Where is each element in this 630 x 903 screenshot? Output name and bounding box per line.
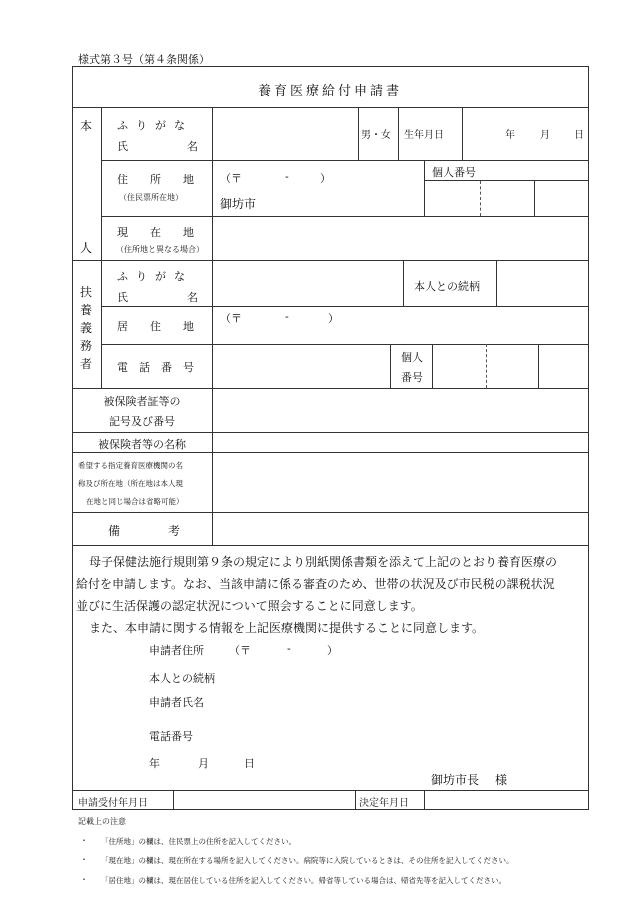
applicant-address-postal-close: ） xyxy=(327,644,338,657)
decision-date-label: 決定年月日 xyxy=(359,798,409,809)
note-item: 「居住地」の欄は、現在居住している住所を記入してください。帰省等している場合は、帰省先等を記入してください。 xyxy=(101,876,506,885)
declaration-line-4: また、本申請に関する情報を上記医療機関に提供することに同意します。 xyxy=(89,621,485,635)
signature-year-label: 年 xyxy=(149,757,160,770)
addressee: 御坊市長 xyxy=(431,773,480,787)
insurer-name-input[interactable] xyxy=(216,435,584,450)
address-postal-close: ） xyxy=(320,172,331,185)
applicant-section-label-top: 本 xyxy=(80,119,93,133)
note-bullet: ・ xyxy=(80,875,88,884)
address-city: 御坊市 xyxy=(220,197,257,211)
insurance-card-label-2: 記号及び番号 xyxy=(109,415,175,428)
current-address-input[interactable] xyxy=(216,222,584,254)
applicant-my-number-input-1[interactable] xyxy=(426,183,478,213)
applicant-my-number-label: 個人番号 xyxy=(432,166,476,179)
guardian-section-label: 扶養義務者 xyxy=(79,285,92,371)
guardian-my-number-label-2: 番号 xyxy=(401,371,423,384)
current-address-label: 現 在 地 xyxy=(117,226,194,239)
applicant-section-label-bottom: 人 xyxy=(80,241,93,255)
residence-label: 居 住 地 xyxy=(117,320,194,333)
applicant-my-number-input-3[interactable] xyxy=(536,183,586,213)
note-bullet: ・ xyxy=(80,855,88,864)
note-item: 「住所地」の欄は、住民票上の住所を記入してください。 xyxy=(101,837,296,846)
insurance-card-label-1: 被保険者証等の xyxy=(103,395,181,408)
applicant-address-label: 申請者住所 xyxy=(149,644,204,657)
institution-label-3: 在地と同じ場合は省略可能） xyxy=(86,497,184,506)
insurer-name-label: 被保険者等の名称 xyxy=(98,438,186,451)
institution-label-2: 称及び所在地（所在地は本人現 xyxy=(78,479,183,488)
declaration-line-3: 並びに生活保護の認定状況について照会することに同意します。 xyxy=(76,599,423,613)
signature-month-label: 月 xyxy=(198,757,209,770)
declaration-line-2: 給付を申請します。なお、当該申請に係る審査のため、世帯の状況及び市民税の課税状況 xyxy=(76,577,555,591)
guardian-name-label-end: 名 xyxy=(187,291,198,304)
relationship-input[interactable] xyxy=(499,266,585,302)
note-item: 「現在地」の欄は、現在所在する場所を記入してください。病院等に入院しているときは、その住所を記入してください。 xyxy=(101,856,514,865)
institution-label-1: 希望する指定養育医療機関の名 xyxy=(78,461,183,470)
gender-options[interactable]: 男・女 xyxy=(361,130,391,141)
address-note: （住民票所在地） xyxy=(119,193,183,202)
form-number: 様式第３号（第４条関係） xyxy=(78,53,210,66)
phone-label: 電 話 番 号 xyxy=(117,361,194,374)
signature-relationship-label: 本人との続柄 xyxy=(149,672,215,685)
applicant-my-number-input-2[interactable] xyxy=(482,183,532,213)
insurance-number-input[interactable] xyxy=(216,394,584,428)
birth-year-label: 年 xyxy=(505,130,515,141)
address-postal-prefix: （〒 xyxy=(220,172,242,185)
guardian-my-number-input-1[interactable] xyxy=(434,350,484,382)
guardian-name-label: 氏 xyxy=(117,291,128,304)
address-label: 住 所 地 xyxy=(117,173,194,186)
institution-input[interactable] xyxy=(216,458,584,508)
guardian-my-number-label-1: 個人 xyxy=(401,351,423,364)
applicant-phone-label: 電話番号 xyxy=(149,730,193,743)
birth-month-label: 月 xyxy=(540,130,550,141)
residence-postal-close: ） xyxy=(328,312,339,325)
addressee-honorific: 様 xyxy=(495,773,508,787)
guardian-phone-input[interactable] xyxy=(216,350,386,382)
applicant-address-postal-dash: - xyxy=(287,642,291,655)
declaration-line-1: 母子保健法施行規則第９条の規定により別紙関係書類を添えて上記のとおり養育医療の xyxy=(89,555,558,569)
guardian-furigana-label: ふりがな xyxy=(117,270,193,283)
note-bullet: ・ xyxy=(80,836,88,845)
relationship-label: 本人との続柄 xyxy=(414,280,480,293)
guardian-name-input[interactable] xyxy=(216,266,398,302)
applicant-address-postal-prefix: （〒 xyxy=(229,644,251,657)
remarks-input[interactable] xyxy=(216,518,584,542)
address-postal-dash: - xyxy=(285,170,289,183)
form-title: 養育医療給付申請書 xyxy=(257,84,402,99)
notes-heading: 記載上の注意 xyxy=(78,817,126,826)
residence-postal-dash: - xyxy=(285,310,289,323)
guardian-my-number-input-2[interactable] xyxy=(488,350,536,382)
guardian-my-number-input-3[interactable] xyxy=(540,350,586,382)
birth-day-label: 日 xyxy=(574,130,584,141)
applicant-name-label: 氏 xyxy=(117,140,128,153)
applicant-name-label-end: 名 xyxy=(187,140,198,153)
remarks-label: 備 考 xyxy=(108,524,181,538)
applicant-name-signature-label: 申請者氏名 xyxy=(149,696,204,709)
applicant-name-input[interactable] xyxy=(216,118,354,154)
received-date-label: 申請受付年月日 xyxy=(78,798,148,809)
current-address-note: （住所地と異なる場合） xyxy=(116,245,204,254)
residence-postal-prefix: （〒 xyxy=(220,312,242,325)
signature-day-label: 日 xyxy=(244,757,255,770)
applicant-furigana-label: ふりがな xyxy=(117,119,193,132)
birthdate-label: 生年月日 xyxy=(404,130,444,141)
